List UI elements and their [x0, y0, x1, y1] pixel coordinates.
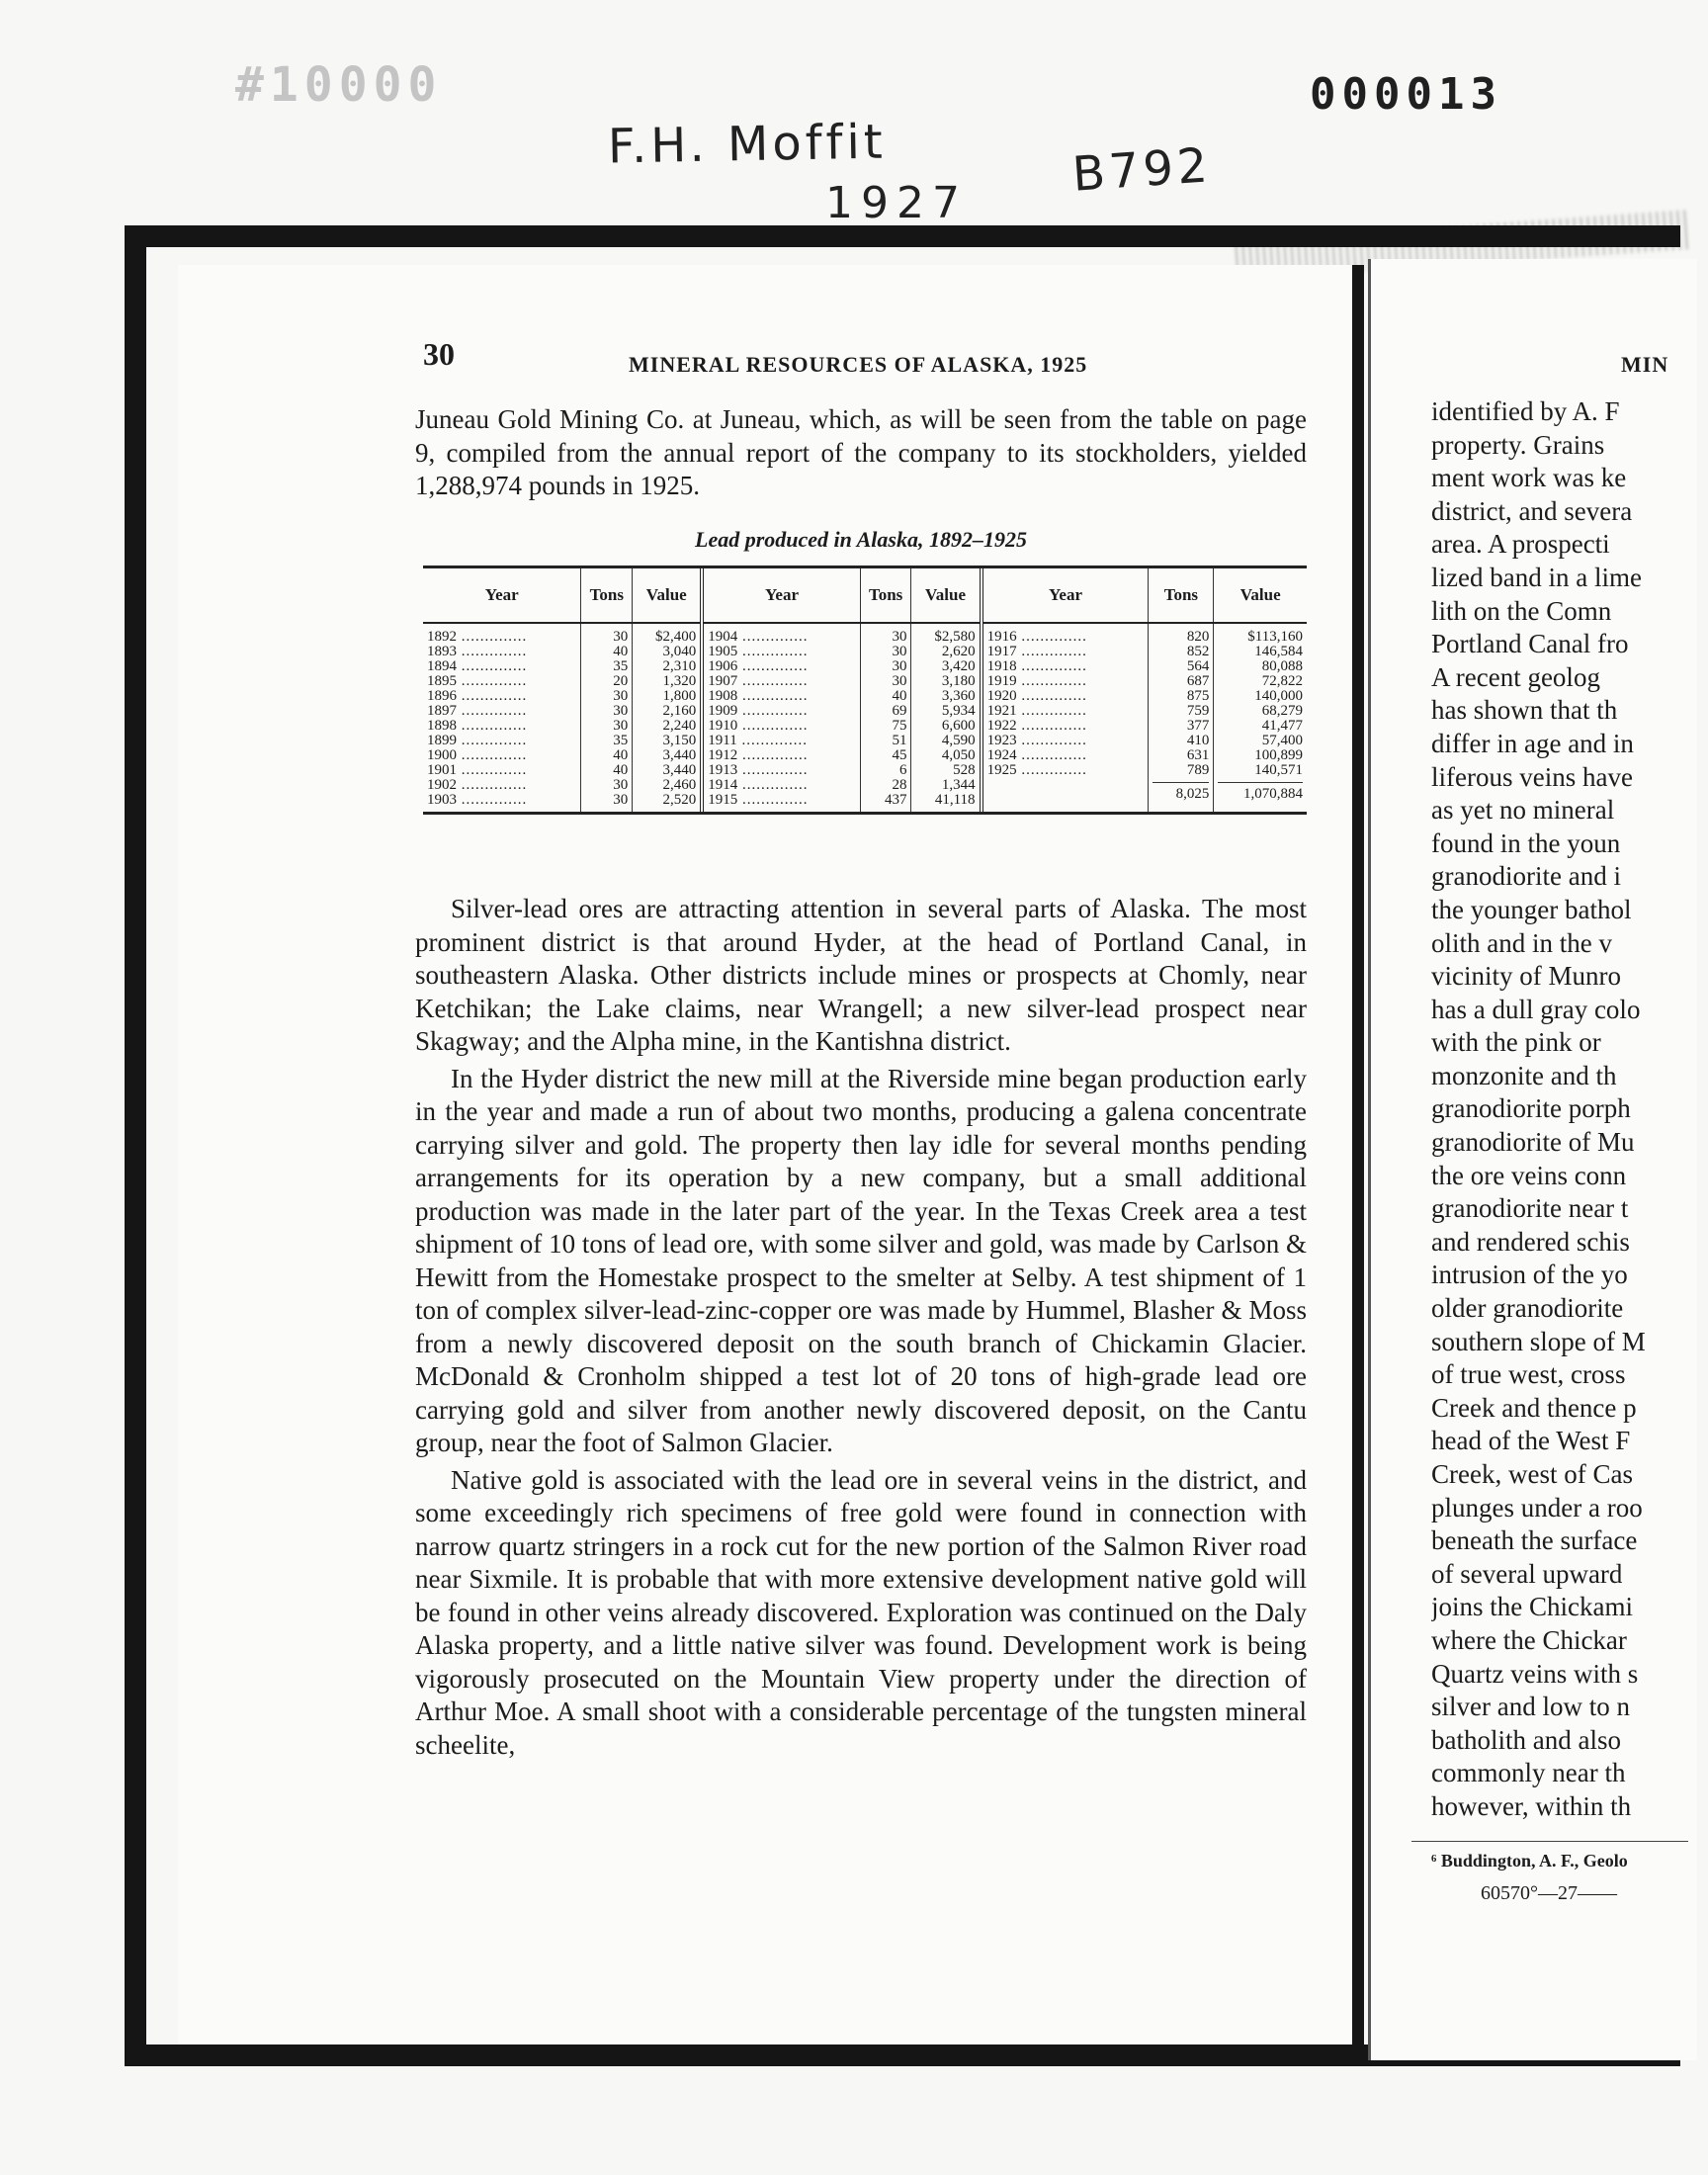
values-col-3 [1214, 623, 1307, 812]
total-tons: 8,025 [1153, 782, 1209, 802]
table-year-cell: 1902 ..... [427, 778, 576, 793]
right-page-line: with the pink or [1431, 1027, 1601, 1058]
right-page-line: granodiorite of Mu [1431, 1127, 1635, 1158]
page-number: 30 [423, 336, 455, 372]
header-year-3: Year [982, 568, 1149, 623]
right-page-line: differ in age and in [1431, 728, 1634, 758]
table-tons-cell: 30 [892, 629, 907, 645]
right-running-head: MIN [1621, 352, 1669, 377]
table-value-cell: 3,440 [662, 747, 697, 763]
header-tons-1: Tons [581, 568, 633, 623]
right-page-line: Portland Canal fro [1431, 629, 1629, 659]
table-tons-cell: 687 [1186, 673, 1210, 689]
table-year-cell: 1913 ..... [708, 763, 855, 778]
body-paragraph-3: Native gold is associated with the lead ore in several veins in the district, and some exceedingly rich specimens of free gold were found in connection with narrow quartz stringers in a rock cut for the new portion of the Salmon River road near Sixmile. It is probable that with more extensive development native gold will be found in other veins already discovered. Exploration was continued on the Daly Alaska property, and a little native silver was found. Development work is being vigorously prosecuted on the Mountain View property under the direction of Arthur Moe. A small shoot with a considerable percentage of the tungsten mineral scheelite, [415, 1464, 1307, 1760]
right-page-line: the younger bathol [1431, 894, 1632, 924]
right-page-line: property. Grains [1431, 429, 1605, 460]
table-tons-cell: 40 [613, 762, 629, 778]
table-year-cell: 1914 ..... [708, 778, 855, 793]
right-page-line: head of the West F [1431, 1426, 1631, 1456]
header-value-2: Value [911, 568, 982, 623]
right-print-code: 60570°—27—— [1481, 1882, 1617, 1904]
right-page-line: as yet no mineral [1431, 795, 1615, 826]
header-year-1: Year [423, 568, 581, 623]
table-tons-cell: 30 [892, 673, 907, 689]
table-tons-cell: 30 [613, 688, 629, 704]
right-page-line: where the Chickar [1431, 1624, 1627, 1655]
years-col-2 [702, 623, 860, 812]
table-tons-cell: 30 [613, 703, 629, 719]
tons-col-1 [581, 623, 633, 812]
table-year-cell: 1921 ..... [987, 704, 1145, 719]
table-value-cell: 2,460 [662, 777, 697, 793]
table-year-cell: 1907 ..... [708, 674, 855, 689]
table-tons-cell: 30 [613, 718, 629, 734]
header-year-2: Year [702, 568, 860, 623]
table-year-cell: 1904 ..... [708, 630, 855, 645]
right-page-line: identified by A. F [1431, 396, 1620, 426]
header-tons-2: Tons [860, 568, 911, 623]
table-tons-cell: 6 [898, 762, 907, 778]
table-year-cell: 1909 ..... [708, 704, 855, 719]
table-tons-cell: 28 [892, 777, 907, 793]
right-page-line: intrusion of the yo [1431, 1260, 1628, 1290]
table-tons-cell: 631 [1186, 747, 1210, 763]
right-page-line: of true west, cross [1431, 1359, 1626, 1390]
table-value-cell: 6,600 [941, 718, 976, 734]
archive-stamp-id: #10000 [235, 57, 443, 113]
table-year-cell: 1899 ..... [427, 734, 576, 748]
lead-table [423, 566, 1307, 815]
table-tons-cell: 30 [613, 629, 629, 645]
table-tons-cell: 30 [613, 777, 629, 793]
tons-col-3 [1149, 623, 1214, 812]
table-value-cell: 57,400 [1261, 733, 1303, 748]
intro-paragraph-block [415, 403, 1307, 503]
right-page-line: has a dull gray colo [1431, 994, 1641, 1024]
values-col-3-list [1218, 630, 1303, 778]
handwritten-code: B792 [1070, 137, 1214, 203]
table-value-cell: 2,310 [662, 658, 697, 674]
right-page-line: vicinity of Munro [1431, 961, 1621, 992]
table-value-cell: 1,800 [662, 688, 697, 704]
handwritten-author: F.H. Moffit [607, 114, 888, 175]
total-value: 1,070,884 [1218, 782, 1303, 802]
tons-col-3-list [1153, 630, 1209, 778]
table-value-cell: 3,180 [941, 673, 976, 689]
table-value-cell: $2,400 [655, 629, 697, 645]
years-col-1 [423, 623, 581, 812]
right-page-line: lized band in a lime [1431, 562, 1642, 592]
right-page-line: liferous veins have [1431, 761, 1633, 792]
table-year-cell: 1917 ..... [987, 645, 1145, 659]
right-page-line: southern slope of M [1431, 1326, 1646, 1356]
right-page-line: found in the youn [1431, 827, 1621, 858]
table-value-cell: 1,320 [662, 673, 697, 689]
right-page-line: monzonite and th [1431, 1060, 1617, 1090]
table-tons-cell: 377 [1186, 718, 1210, 734]
table-value-cell: 5,934 [941, 703, 976, 719]
table-value-cell: $2,580 [934, 629, 976, 645]
header-value-1: Value [633, 568, 703, 623]
table-year-cell: 1924 ..... [987, 748, 1145, 763]
table-year-cell: 1894 ..... [427, 659, 576, 674]
right-page-line: A recent geolog [1431, 661, 1600, 692]
right-page-line: batholith and also [1431, 1724, 1621, 1755]
right-page-line: granodiorite porph [1431, 1093, 1631, 1124]
right-page-line: olith and in the v [1431, 927, 1612, 958]
right-page-line: ment work was ke [1431, 463, 1627, 493]
table-year-cell: 1908 ..... [708, 689, 855, 704]
values-col-2 [911, 623, 982, 812]
table-value-cell: $113,160 [1247, 629, 1303, 645]
right-page-line: Creek, west of Cas [1431, 1459, 1633, 1489]
body-paragraph-1: Silver-lead ores are attracting attention in several parts of Alaska. The most prominent district is that around Hyder, at the head of Portland Canal, in southeastern Alaska. Other districts include mines or prospects at Chomly, near Ketchikan; the Lake claims, near Wrangell; a new silver-lead prospect near Skagway; and the Alpha mine, in the Kantishna district. [415, 894, 1307, 1056]
table-tons-cell: 35 [613, 658, 629, 674]
table-tons-cell: 30 [613, 792, 629, 808]
table-tons-cell: 437 [884, 792, 907, 808]
table-year-cell: 1915 ..... [708, 793, 855, 808]
right-page-line: of several upward [1431, 1558, 1623, 1589]
table-year-cell: 1910 ..... [708, 719, 855, 734]
table-year-cell: 1897 ..... [427, 704, 576, 719]
right-page-line: the ore veins conn [1431, 1160, 1627, 1190]
intro-paragraph: Juneau Gold Mining Co. at Juneau, which, as will be seen from the table on page 9, compiled from the annual report of the company to its stockholders, yielded 1,288,974 pounds in 1925. [415, 404, 1307, 500]
right-page-line: district, and severa [1431, 495, 1633, 526]
frame-number: 000013 [1310, 69, 1502, 120]
body-text [415, 893, 1307, 1762]
years-col-3 [982, 623, 1149, 812]
table-year-cell: 1912 ..... [708, 748, 855, 763]
table-value-cell: 4,590 [941, 733, 976, 748]
right-page-line: lith on the Comn [1431, 595, 1612, 626]
right-page-line: however, within th [1431, 1790, 1632, 1821]
right-page-line: area. A prospecti [1431, 529, 1610, 560]
table-value-cell: 2,240 [662, 718, 697, 734]
right-page-line: beneath the surface [1431, 1525, 1638, 1556]
table-tons-cell: 30 [892, 644, 907, 659]
running-head: MINERAL RESOURCES OF ALASKA, 1925 [629, 352, 1088, 377]
table-tons-cell: 45 [892, 747, 907, 763]
table-year-cell: 1923 ..... [987, 734, 1145, 748]
table-value-cell: 2,620 [941, 644, 976, 659]
right-page-line: older granodiorite [1431, 1293, 1624, 1324]
right-page-line: joins the Chickami [1431, 1592, 1633, 1622]
table-year-cell: 1892 ..... [427, 630, 576, 645]
table-tons-cell: 20 [613, 673, 629, 689]
table-year-cell: 1916 ..... [987, 630, 1145, 645]
table-value-cell: 3,360 [941, 688, 976, 704]
right-page-line: plunges under a roo [1431, 1492, 1643, 1522]
table-value-cell: 1,344 [941, 777, 976, 793]
table-year-cell: 1906 ..... [708, 659, 855, 674]
table-value-cell: 2,520 [662, 792, 697, 808]
right-page-line: granodiorite and i [1431, 861, 1621, 892]
table-tons-cell: 40 [613, 747, 629, 763]
table-tons-cell: 40 [613, 644, 629, 659]
tons-col-2 [860, 623, 911, 812]
handwritten-year: 1927 [825, 178, 968, 228]
table-value-cell: 41,477 [1261, 718, 1303, 734]
table-tons-cell: 820 [1186, 629, 1210, 645]
right-footnote-rule [1411, 1841, 1688, 1842]
table-year-cell: 1922 ..... [987, 719, 1145, 734]
table-year-cell: 1896 ..... [427, 689, 576, 704]
table-year-cell: 1920 ..... [987, 689, 1145, 704]
table-value-cell: 4,050 [941, 747, 976, 763]
table-year-cell: 1901 ..... [427, 763, 576, 778]
table-year-cell: 1918 ..... [987, 659, 1145, 674]
table-tons-cell: 789 [1186, 762, 1210, 778]
table-tons-cell: 30 [892, 658, 907, 674]
right-footnote: ⁶ Buddington, A. F., Geolo [1431, 1851, 1628, 1870]
table-year-cell: 1898 ..... [427, 719, 576, 734]
header-value-3: Value [1214, 568, 1307, 623]
header-tons-3: Tons [1149, 568, 1214, 623]
table-value-cell: 2,160 [662, 703, 697, 719]
table-tons-cell: 852 [1186, 644, 1210, 659]
body-paragraph-2: In the Hyder district the new mill at the Riverside mine began production early in the year and made a run of about two months, producing a galena concentrate carrying silver and gold. The property then lay idle for several months pending arrangements for its operation by a new company, but a small additional production was made in the later part of the year. In the Texas Creek area a test shipment of 10 tons of lead ore, with some silver and gold, was made by Carlson & Hewitt from the Homestake prospect to the smelter at Selby. A test shipment of 1 ton of complex silver-lead-zinc-copper ore was made by Hummel, Blasher & Moss from a newly discovered deposit on the south branch of Chickamin Glacier. McDonald & Cronholm shipped a test lot of 20 tons of high-grade lead ore carrying gold and silver from another newly discovered deposit, on the Cantu group, near the foot of Salmon Glacier. [415, 1063, 1307, 1457]
table-tons-cell: 35 [613, 733, 629, 748]
table-year-cell: 1893 ..... [427, 645, 576, 659]
table-year-cell: 1919 ..... [987, 674, 1145, 689]
table-value-cell: 41,118 [934, 792, 976, 808]
table-body-row [423, 623, 1307, 812]
table-value-cell: 528 [953, 762, 976, 778]
table-value-cell: 80,088 [1261, 658, 1303, 674]
table-value-cell: 3,040 [662, 644, 697, 659]
table-value-cell: 3,420 [941, 658, 976, 674]
table-value-cell: 140,000 [1254, 688, 1303, 704]
right-page-line: commonly near th [1431, 1758, 1626, 1788]
right-page-line: silver and low to n [1431, 1692, 1630, 1722]
table-year-cell: 1900 ..... [427, 748, 576, 763]
right-page-line: Quartz veins with s [1431, 1658, 1639, 1689]
table-year-cell: 1911 ..... [708, 734, 855, 748]
table-year-cell: 1925 ..... [987, 763, 1145, 778]
table-tons-cell: 75 [892, 718, 907, 734]
right-page-line: Creek and thence p [1431, 1392, 1637, 1423]
table-tons-cell: 69 [892, 703, 907, 719]
table-year-cell: 1895 ..... [427, 674, 576, 689]
table-value-cell: 146,584 [1254, 644, 1303, 659]
right-page-line: granodiorite near t [1431, 1193, 1629, 1224]
table-header-row [423, 568, 1307, 623]
table-value-cell: 3,150 [662, 733, 697, 748]
right-page-line: and rendered schis [1431, 1226, 1630, 1257]
table-value-cell: 68,279 [1261, 703, 1303, 719]
table-tons-cell: 564 [1186, 658, 1210, 674]
values-col-1 [633, 623, 703, 812]
right-page-line: has shown that th [1431, 695, 1618, 726]
right-page-lines [1431, 395, 1688, 1824]
table-year-cell: 1905 ..... [708, 645, 855, 659]
table-tons-cell: 51 [892, 733, 907, 748]
table-value-cell: 140,571 [1254, 762, 1303, 778]
table-value-cell: 72,822 [1261, 673, 1303, 689]
table-year-cell: 1903 ..... [427, 793, 576, 808]
table-tons-cell: 875 [1186, 688, 1210, 704]
table-tons-cell: 410 [1186, 733, 1210, 748]
table-value-cell: 3,440 [662, 762, 697, 778]
table-tons-cell: 40 [892, 688, 907, 704]
table-tons-cell: 759 [1186, 703, 1210, 719]
table-caption: Lead produced in Alaska, 1892–1925 [695, 527, 1027, 552]
table-value-cell: 100,899 [1254, 747, 1303, 763]
